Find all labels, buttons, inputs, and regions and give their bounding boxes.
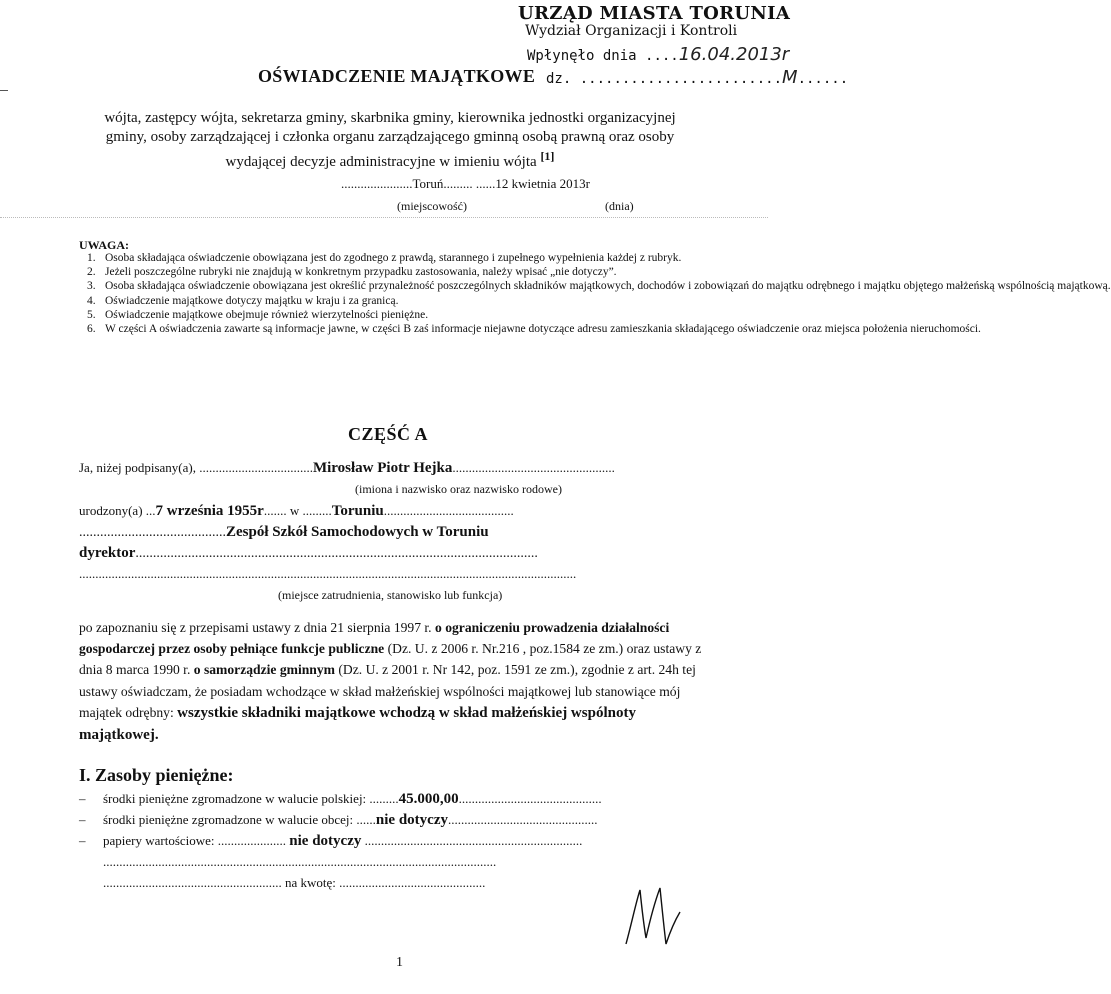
declarant-name: Mirosław Piotr Hejka — [312, 460, 453, 476]
securities-row: – papiery wartościowe: ..................... nie dotyczy ................................................................... — [79, 833, 583, 849]
name-caption: (imiona i nazwisko oraz nazwisko rodowe) — [355, 482, 562, 496]
page-number: 1 — [396, 955, 403, 970]
stamp-office: URZĄD MIASTA TORUNIA — [518, 3, 791, 24]
place-date-line: ......................Toruń......... ......12 kwietnia 2013r — [341, 176, 590, 191]
uwaga-item: 6. W części A oświadczenia zawarte są informacje jawne, w części B zaś informacje niejawne dotyczące adresu zamieszkania składającego oświadczenie oraz miejsca położenia nieruchomości. — [87, 323, 981, 336]
statement-conclusion: wszystkie składniki majątkowe wchodzą w skład małżeńskiej wspólnoty majątkowej. — [79, 704, 636, 744]
dotted-line-2: ......................................................................................................................... — [103, 854, 497, 869]
stamp-received: Wpłynęło dnia ....16.04.2013r — [527, 44, 790, 65]
statement-part2: (Dz. U. z 2006 r. Nr.216 , poz.1584 ze zm.) oraz ustawy z dnia 8 marca 1990 r. — [79, 641, 702, 678]
foreign-row: – środki pieniężne zgromadzone w walucie obcej: ......nie dotyczy.............................................. — [79, 812, 598, 828]
statement-part3: (Dz. U. z 2001 r. Nr 142, poz. 1591 ze zm.), zgodnie z art. 24h tej ustawy oświadczam, że posiadam wchodzące w skład małżeńskiej wspólności majątkowej lub stanowiące mój majątek odrębny: — [79, 662, 696, 720]
intro-body: wójta, zastępcy wójta, sekretarza gminy, skarbnika gminy, kierownika jednostki organizacyjnej gminy, osoby zarządzającej i członka organu zarządzającego gminną osobą prawną oraz osoby wydającej decyzje administracyjne w imieniu wójta — [104, 110, 676, 170]
uwaga-item: 2. Jeżeli poszczególne rubryki nie znajdują w konkretnym przypadku zastosowania, należy wpisać „nie dotyczy”. — [87, 266, 617, 279]
uwaga-heading: UWAGA: — [79, 238, 129, 252]
pln-label: środki pieniężne zgromadzone w walucie polskiej: — [103, 791, 367, 806]
foreign-value: nie dotyczy — [375, 812, 448, 828]
uwaga-item: 1. Osoba składająca oświadczenie obowiązana jest do zgodnego z prawdą, starannego i zupełnego wypełnienia każdej z rubryk. — [87, 252, 682, 264]
margin-mark — [0, 90, 8, 91]
stamp-department: Wydział Organizacji i Kontroli — [525, 23, 738, 39]
workplace-caption: (miejsce zatrudnienia, stanowisko lub funkcja) — [278, 588, 503, 602]
stamp-dz-label: dz. — [546, 71, 572, 87]
statement-paragraph — [79, 617, 709, 746]
date-value: 12 kwietnia 2013r — [495, 176, 590, 191]
place-caption: (miejscowość) — [397, 199, 467, 213]
birth-place: Toruniu — [331, 503, 384, 519]
footnote-ref: [1] — [540, 149, 555, 163]
born-line: urodzony(a) ...7 września 1955r....... w .........Toruniu........................................ — [79, 503, 514, 519]
intro-text — [85, 109, 695, 172]
born-label: urodzony(a) — [79, 503, 143, 518]
stamp-initials: M — [782, 67, 798, 88]
statement-law1: o ograniczeniu prowadzenia działalności gospodarczej przez osoby pełniące funkcje publiczne — [79, 620, 670, 657]
foreign-label: środki pieniężne zgromadzone w walucie obcej: — [103, 812, 354, 827]
pln-value: 45.000,00 — [398, 791, 459, 807]
securities-value: nie dotyczy — [289, 833, 362, 849]
amount-row: ....................................................... na kwotę: ............................................. — [103, 875, 486, 890]
date-caption: (dnia) — [605, 199, 634, 213]
uwaga-item: 5. Oświadczenie majątkowe obejmuje również wierzytelności pieniężne. — [87, 308, 429, 321]
workplace: Zespół Szkół Samochodowych w Toruniu — [226, 524, 489, 540]
document-title: OŚWIADCZENIE MAJĄTKOWE — [258, 66, 536, 86]
statement-part1: po zapoznaniu się z przepisami ustawy z dnia 21 sierpnia 1997 r. — [79, 620, 432, 635]
in-label: w — [289, 503, 300, 518]
position: dyrektor — [79, 545, 136, 561]
signed-line: Ja, niżej podpisany(a), ...................................Mirosław Piotr Hejka.................................................. — [79, 460, 615, 476]
faint-divider — [0, 217, 768, 218]
section1-heading: I. Zasoby pieniężne: — [79, 765, 234, 785]
stamp-received-date: 16.04.2013r — [678, 44, 790, 65]
stamp-dz: dz. ........................M...... — [546, 67, 849, 88]
uwaga-item: 4. Oświadczenie majątkowe dotyczy majątku w kraju i za granicą. — [87, 294, 399, 307]
uwaga-list — [79, 251, 1111, 336]
amount-label: na kwotę: — [285, 875, 336, 890]
securities-label: papiery wartościowe: — [103, 833, 215, 848]
statement-law2: o samorządzie gminnym — [193, 662, 335, 678]
pln-row: – środki pieniężne zgromadzone w walucie polskiej: .........45.000,00............................................ — [79, 791, 602, 807]
place-value: Toruń — [412, 176, 444, 191]
signature — [618, 882, 688, 962]
stamp-received-label: Wpłynęło dnia — [527, 48, 637, 64]
signed-label: Ja, niżej podpisany(a), — [79, 460, 196, 475]
workplace-line: ..........................................Zespół Szkół Samochodowych w Toruniu — [79, 524, 489, 540]
position-line: dyrektor................................................................................................................... — [79, 545, 538, 561]
czesc-a-heading: CZĘŚĆ A — [348, 424, 429, 444]
uwaga-item: 3. Osoba składająca oświadczenie obowiązana jest określić przynależność poszczególnych składników majątkowych, dochodów i zobowiązań do majątku odrębnego i majątku objętego małżeńską wspólnością majątkową. — [87, 280, 1111, 293]
dotted-line: ......................................................................................................................................................... — [79, 566, 577, 581]
birth-date: 7 września 1955r — [155, 503, 264, 519]
